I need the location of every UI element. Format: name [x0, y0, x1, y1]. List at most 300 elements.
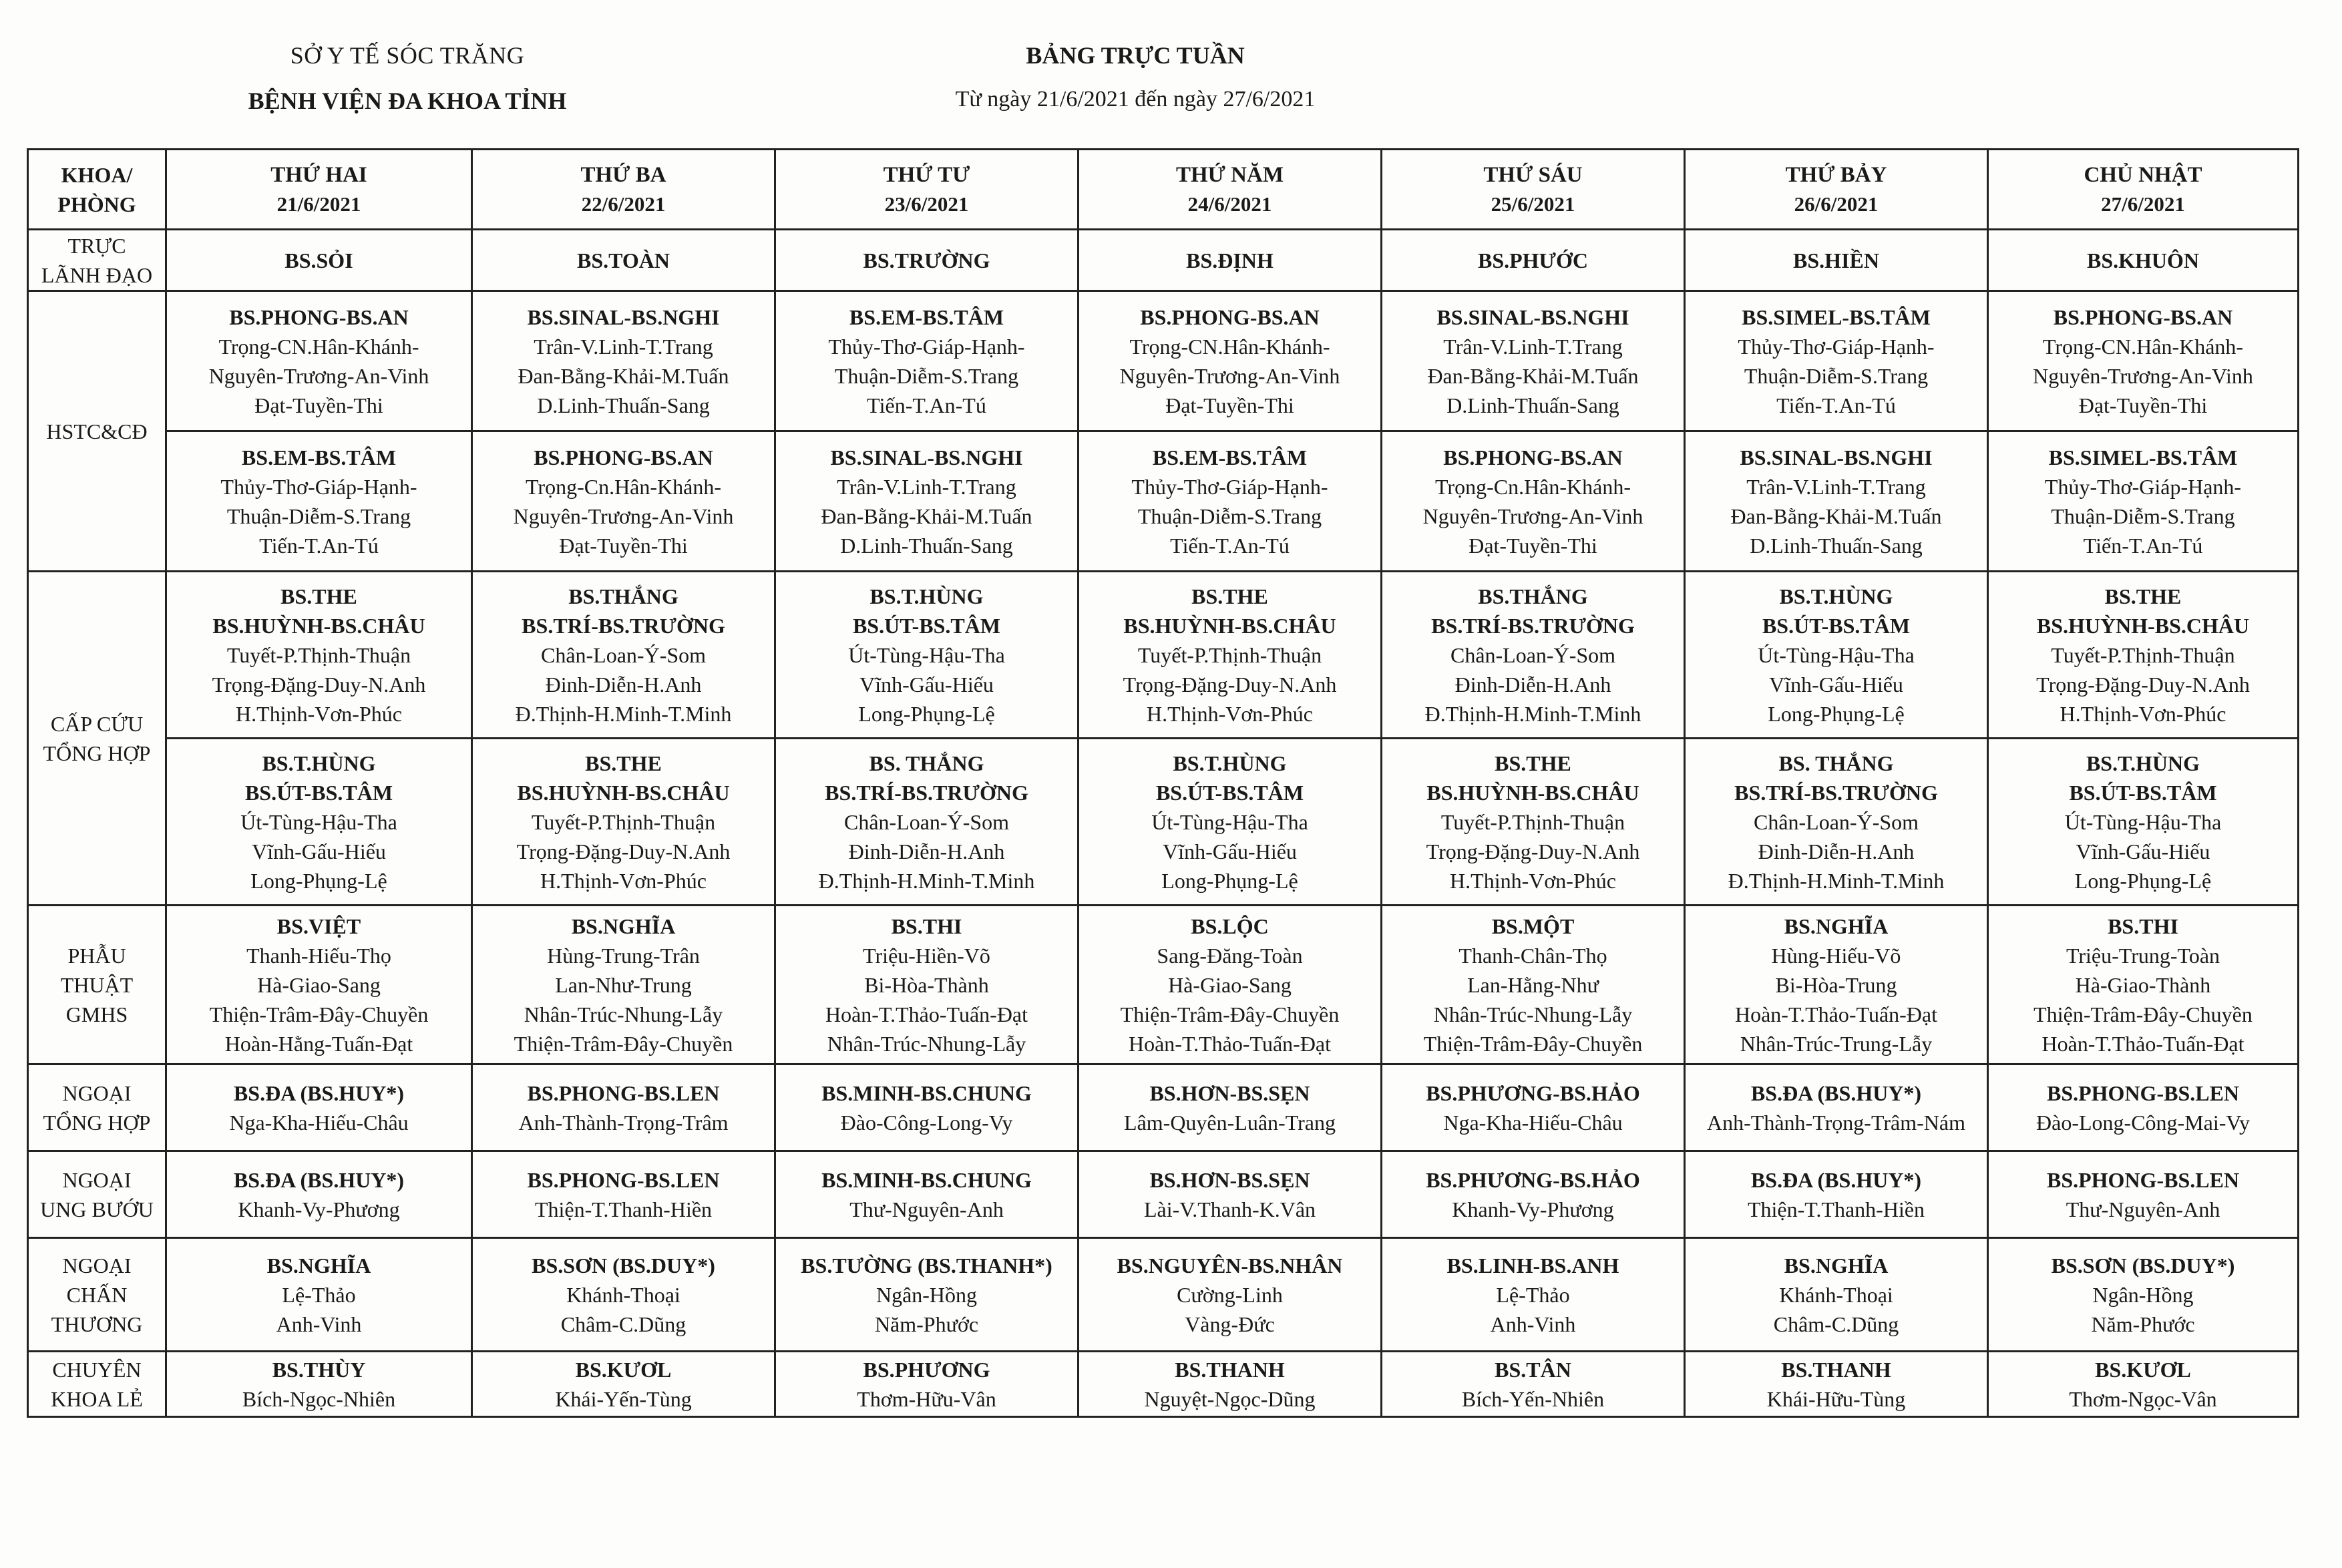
doctor-names: BS.THẮNG: [568, 584, 678, 608]
staff-names: Năm-Phước: [2091, 1312, 2195, 1336]
staff-names: Út-Tùng-Hậu-Tha: [848, 642, 1005, 667]
staff-names: D.Linh-Thuấn-Sang: [537, 393, 710, 417]
staff-names: Thuận-Diễm-S.Trang: [834, 363, 1019, 388]
department-label: [28, 572, 166, 906]
duty-cell: [775, 1151, 1079, 1238]
staff-names: Đ.Thịnh-H.Minh-T.Minh: [515, 701, 732, 726]
staff-names: Thiện-Trâm-Đây-Chuyền: [209, 1002, 429, 1026]
day-header: [472, 150, 775, 230]
doctor-names: BS.THI: [2108, 914, 2178, 938]
staff-names: Châm-C.Dũng: [560, 1312, 687, 1336]
duty-cell: [1382, 739, 1685, 906]
doctor-names: BS.T.HÙNG: [2086, 751, 2200, 775]
doctor-names: BS.T.HÙNG: [1779, 584, 1893, 608]
staff-names: Nguyệt-Ngọc-Dũng: [1144, 1386, 1316, 1411]
staff-names: Long-Phụng-Lệ: [250, 868, 387, 893]
duty-cell: [1079, 1352, 1382, 1417]
staff-names: Lệ-Thảo: [1496, 1282, 1570, 1307]
doctor-names: BS.KHUÔN: [2086, 248, 2200, 272]
staff-names: Thanh-Chân-Thọ: [1458, 943, 1607, 968]
department-label-line: GMHS: [65, 1002, 128, 1026]
staff-names: Hà-Giao-Sang: [257, 972, 381, 997]
staff-names: Sang-Đăng-Toàn: [1157, 943, 1303, 968]
date-range: Từ ngày 21/6/2021 đến ngày 27/6/2021: [955, 87, 1316, 112]
doctor-names: BS.PHƯƠNG-BS.HẢO: [1426, 1081, 1640, 1105]
staff-names: Triệu-Hiền-Võ: [863, 943, 990, 968]
doctor-names: BS.SƠN (BS.DUY*): [532, 1253, 715, 1278]
duty-cell: [166, 431, 472, 572]
doctor-names: BS.SINAL-BS.NGHI: [527, 305, 720, 329]
duty-cell: [1382, 1151, 1685, 1238]
duty-cell: [1079, 431, 1382, 572]
duty-cell: [166, 572, 472, 739]
staff-names: Khánh-Thoại: [1779, 1282, 1893, 1307]
department-label-line: TỔNG HỢP: [43, 741, 151, 765]
doctor-names: BS.MINH-BS.CHUNG: [821, 1167, 1032, 1192]
department-label-line: KHOA LẺ: [51, 1386, 143, 1411]
staff-names: Nhân-Trúc-Trung-Lẫy: [1740, 1031, 1933, 1056]
day-date: 23/6/2021: [884, 192, 969, 216]
staff-names: Thơm-Hữu-Vân: [857, 1386, 996, 1411]
staff-names: Nguyên-Trương-An-Vinh: [513, 504, 734, 528]
duty-cell: [1382, 1352, 1685, 1417]
doctor-names: BS.PHONG-BS.LEN: [527, 1081, 720, 1105]
doctor-names: BS.THÙY: [272, 1357, 366, 1382]
department-label-line: HSTC&CĐ: [46, 419, 148, 443]
staff-names: Thiện-Trâm-Đây-Chuyền: [1120, 1002, 1340, 1026]
doctor-names: BS.SINAL-BS.NGHI: [830, 445, 1023, 469]
staff-names: Đinh-Diễn-H.Anh: [1758, 839, 1915, 863]
staff-names: Đan-Bằng-Khải-M.Tuấn: [1730, 504, 1942, 528]
staff-names: Đinh-Diễn-H.Anh: [545, 672, 702, 697]
department-label: [28, 1352, 166, 1417]
duty-cell: [1988, 291, 2299, 431]
staff-names: Út-Tùng-Hậu-Tha: [2064, 809, 2222, 834]
doctor-names: BS.THANH: [1781, 1357, 1891, 1382]
department-label: [28, 291, 166, 572]
doctor-names: BS.ÚT-BS.TÂM: [244, 780, 393, 805]
staff-names: Nguyên-Trương-An-Vinh: [2033, 363, 2253, 388]
doctor-names: BS.SINAL-BS.NGHI: [1740, 445, 1933, 469]
staff-names: Đan-Bằng-Khải-M.Tuấn: [518, 363, 729, 388]
department-label: [28, 1064, 166, 1151]
staff-names: Thuận-Diễm-S.Trang: [1137, 504, 1322, 528]
staff-names: Long-Phụng-Lệ: [1161, 868, 1298, 893]
department-label-line: CHẤN: [66, 1282, 128, 1307]
staff-names: Đ.Thịnh-H.Minh-T.Minh: [818, 868, 1035, 893]
staff-names: Trọng-Đặng-Duy-N.Anh: [516, 839, 731, 863]
staff-names: Thư-Nguyên-Anh: [2066, 1197, 2220, 1221]
doctor-names: BS. THẮNG: [869, 751, 984, 775]
staff-names: Thủy-Thơ-Giáp-Hạnh-: [2044, 474, 2242, 499]
doctor-names: BS.EM-BS.TÂM: [241, 445, 397, 469]
day-date: 27/6/2021: [2101, 192, 2185, 216]
doctor-names: BS.PHƯỚC: [1477, 248, 1589, 272]
day-name: THỨ BA: [580, 162, 666, 187]
duty-cell: [1988, 431, 2299, 572]
staff-names: Châm-C.Dũng: [1773, 1312, 1899, 1336]
duty-cell: [1382, 572, 1685, 739]
duty-cell: [166, 1151, 472, 1238]
staff-names: Đ.Thịnh-H.Minh-T.Minh: [1424, 701, 1641, 726]
staff-names: Chân-Loan-Ý-Som: [1450, 642, 1616, 667]
doctor-names: BS.NGHĨA: [266, 1253, 371, 1278]
doctor-names: BS.EM-BS.TÂM: [849, 305, 1004, 329]
staff-names: Tiến-T.An-Tú: [2083, 533, 2203, 558]
staff-names: Vĩnh-Gấu-Hiếu: [252, 839, 386, 863]
staff-names: Tiến-T.An-Tú: [867, 393, 986, 417]
duty-cell: [1079, 739, 1382, 906]
staff-names: Đào-Công-Long-Vy: [840, 1110, 1013, 1135]
staff-names: Bích-Yến-Nhiên: [1461, 1386, 1605, 1411]
staff-names: Ngân-Hồng: [875, 1282, 978, 1307]
staff-names: Nga-Kha-Hiếu-Châu: [229, 1110, 409, 1135]
staff-names: Trọng-CN.Hân-Khánh-: [1129, 334, 1330, 359]
staff-names: Trọng-Đặng-Duy-N.Anh: [212, 672, 426, 697]
staff-names: Nhân-Trúc-Nhung-Lẫy: [827, 1031, 1026, 1056]
doctor-names: BS.THE: [2104, 584, 2182, 608]
duty-cell: [166, 230, 472, 291]
doctor-names: BS.ÚT-BS.TÂM: [2069, 780, 2217, 805]
staff-names: D.Linh-Thuấn-Sang: [840, 533, 1013, 558]
doctor-names: BS.TƯỜNG (BS.THANH*): [801, 1253, 1052, 1278]
doctor-names: BS.THE: [1495, 751, 1571, 775]
doctor-names: BS.ÚT-BS.TÂM: [1155, 780, 1304, 805]
staff-names: Đạt-Tuyền-Thi: [1165, 393, 1294, 417]
staff-names: Tuyết-P.Thịnh-Thuận: [2051, 642, 2235, 667]
staff-names: Bi-Hòa-Thành: [864, 972, 989, 997]
staff-names: Đạt-Tuyền-Thi: [254, 393, 383, 417]
doctor-names: BS.KƯƠL: [575, 1357, 672, 1382]
staff-names: Thiện-Trâm-Đây-Chuyền: [1423, 1031, 1643, 1056]
department-label-line: THUẬT: [60, 972, 134, 997]
duty-cell: [472, 1352, 775, 1417]
department-label-line: NGOẠI: [62, 1167, 132, 1192]
staff-names: Trọng-Đặng-Duy-N.Anh: [1123, 672, 1337, 697]
doctor-names: BS.HUỲNH-BS.CHÂU: [517, 780, 730, 805]
roster-row: [28, 291, 2299, 431]
staff-names: Bi-Hòa-Trung: [1775, 972, 1897, 997]
duty-roster-table: [27, 148, 2299, 1418]
staff-names: Tuyết-P.Thịnh-Thuận: [531, 809, 716, 834]
doctor-names: BS. THẮNG: [1778, 751, 1894, 775]
day-date: 25/6/2021: [1491, 192, 1575, 216]
staff-names: Đạt-Tuyền-Thi: [559, 533, 688, 558]
day-header: [1685, 150, 1988, 230]
doctor-names: BS.TRÍ-BS.TRƯỜNG: [1734, 780, 1938, 805]
day-name: CHỦ NHẬT: [2084, 162, 2202, 187]
staff-names: Hùng-Trung-Trân: [547, 943, 700, 968]
duty-cell: [1988, 1151, 2299, 1238]
staff-names: Đào-Long-Công-Mai-Vy: [2036, 1110, 2250, 1135]
staff-names: Hoàn-T.Thảo-Tuấn-Đạt: [2041, 1031, 2245, 1056]
doctor-names: BS.TÂN: [1495, 1357, 1571, 1382]
department-label-line: TỔNG HỢP: [43, 1110, 151, 1135]
doctor-names: BS.ĐA (BS.HUY*): [1750, 1081, 1922, 1105]
staff-names: Ngân-Hồng: [2092, 1282, 2194, 1307]
staff-names: Vĩnh-Gấu-Hiếu: [1163, 839, 1297, 863]
duty-cell: [1382, 1238, 1685, 1352]
staff-names: Trọng-Đặng-Duy-N.Anh: [2036, 672, 2250, 697]
staff-names: Thiện-Trâm-Đây-Chuyền: [514, 1031, 733, 1056]
staff-names: Vàng-Đức: [1185, 1312, 1275, 1336]
staff-names: Trân-V.Linh-T.Trang: [837, 474, 1016, 499]
duty-cell: [775, 1352, 1079, 1417]
staff-names: Trân-V.Linh-T.Trang: [1443, 334, 1623, 359]
duty-cell: [1685, 291, 1988, 431]
doctor-names: BS.TRÍ-BS.TRƯỜNG: [825, 780, 1028, 805]
staff-names: Hoàn-T.Thảo-Tuấn-Đạt: [1128, 1031, 1332, 1056]
doctor-names: BS.SỎI: [284, 248, 353, 272]
staff-names: Long-Phụng-Lệ: [2074, 868, 2212, 893]
org-line-2: BỆNH VIỆN ĐA KHOA TỈNH: [248, 87, 567, 114]
staff-names: Thiện-T.Thanh-Hiền: [1747, 1197, 1925, 1221]
staff-names: Út-Tùng-Hậu-Tha: [1758, 642, 1915, 667]
department-label: [28, 1151, 166, 1238]
doctor-names: BS.THE: [1191, 584, 1268, 608]
staff-names: Khánh-Thoại: [566, 1282, 680, 1307]
staff-names: Vĩnh-Gấu-Hiếu: [2076, 839, 2210, 863]
doctor-names: BS.TRÍ-BS.TRƯỜNG: [522, 613, 725, 638]
staff-names: H.Thịnh-Vơn-Phúc: [1147, 701, 1313, 726]
staff-names: Vĩnh-Gấu-Hiếu: [859, 672, 994, 697]
duty-cell: [1079, 1064, 1382, 1151]
staff-names: Chân-Loan-Ý-Som: [843, 809, 1010, 834]
duty-cell: [1988, 739, 2299, 906]
duty-cell: [166, 1238, 472, 1352]
doctor-names: BS.PHONG-BS.AN: [534, 445, 713, 469]
doctor-names: BS.MỘT: [1491, 914, 1575, 938]
doctor-names: BS.SIMEL-BS.TÂM: [1742, 305, 1931, 329]
doctor-names: BS.THẮNG: [1478, 584, 1588, 608]
staff-names: Hoàn-T.Thảo-Tuấn-Đạt: [1734, 1002, 1938, 1026]
staff-names: Tuyết-P.Thịnh-Thuận: [1440, 809, 1625, 834]
doctor-names: BS.HUỲNH-BS.CHÂU: [2036, 613, 2250, 638]
roster-row: [28, 906, 2299, 1064]
doctor-names: BS.PHƯƠNG: [863, 1357, 990, 1382]
doctor-names: BS.SIMEL-BS.TÂM: [2048, 445, 2238, 469]
day-header: [1382, 150, 1685, 230]
document-header: [801, 41, 1469, 112]
staff-names: Hà-Giao-Sang: [1168, 972, 1292, 997]
doctor-names: BS.PHONG-BS.AN: [229, 305, 409, 329]
day-header: [1988, 150, 2299, 230]
doctor-names: BS.TRƯỜNG: [863, 248, 990, 272]
staff-names: Trọng-CN.Hân-Khánh-: [218, 334, 419, 359]
doctor-names: BS.PHONG-BS.LEN: [527, 1167, 720, 1192]
duty-cell: [1382, 291, 1685, 431]
staff-names: Khanh-Vy-Phương: [238, 1197, 400, 1221]
roster-row: [28, 739, 2299, 906]
staff-names: Út-Tùng-Hậu-Tha: [240, 809, 397, 834]
duty-cell: [775, 230, 1079, 291]
staff-names: Thủy-Thơ-Giáp-Hạnh-: [828, 334, 1025, 359]
staff-names: Đan-Bằng-Khải-M.Tuấn: [1427, 363, 1639, 388]
doctor-names: BS.PHONG-BS.LEN: [2046, 1167, 2240, 1192]
doctor-names: BS.NGUYÊN-BS.NHÂN: [1117, 1253, 1343, 1278]
duty-cell: [472, 1064, 775, 1151]
doctor-names: BS.T.HÙNG: [262, 751, 376, 775]
staff-names: Đan-Bằng-Khải-M.Tuấn: [821, 504, 1032, 528]
duty-cell: [1382, 230, 1685, 291]
corner-label-line: KHOA/: [61, 162, 133, 187]
staff-names: H.Thịnh-Vơn-Phúc: [236, 701, 402, 726]
staff-names: H.Thịnh-Vơn-Phúc: [1450, 868, 1616, 893]
staff-names: Nguyên-Trương-An-Vinh: [1422, 504, 1643, 528]
doctor-names: BS.HƠN-BS.SẸN: [1149, 1081, 1310, 1105]
staff-names: Thuận-Diễm-S.Trang: [2051, 504, 2235, 528]
duty-cell: [1685, 739, 1988, 906]
department-label-line: CẤP CỨU: [50, 711, 144, 736]
staff-names: Vĩnh-Gấu-Hiếu: [1769, 672, 1903, 697]
day-date: 24/6/2021: [1187, 192, 1272, 216]
doctor-names: BS.HUỲNH-BS.CHÂU: [1426, 780, 1639, 805]
staff-names: Cường-Linh: [1177, 1282, 1283, 1307]
duty-cell: [1685, 906, 1988, 1064]
department-label-line: NGOẠI: [62, 1081, 132, 1105]
staff-names: Thủy-Thơ-Giáp-Hạnh-: [220, 474, 417, 499]
staff-names: Hoàn-T.Thảo-Tuấn-Đạt: [825, 1002, 1028, 1026]
staff-names: Nguyên-Trương-An-Vinh: [1119, 363, 1340, 388]
document-title: BẢNG TRỰC TUẦN: [1026, 42, 1245, 69]
duty-cell: [1382, 906, 1685, 1064]
staff-names: Thuận-Diễm-S.Trang: [226, 504, 411, 528]
department-label-line: PHẪU: [67, 943, 126, 968]
staff-names: Thiện-T.Thanh-Hiền: [534, 1197, 713, 1221]
staff-names: Chân-Loan-Ý-Som: [1753, 809, 1919, 834]
staff-names: Lan-Như-Trung: [555, 972, 692, 997]
staff-names: Hà-Giao-Thành: [2075, 972, 2211, 997]
staff-names: Thủy-Thơ-Giáp-Hạnh-: [1131, 474, 1328, 499]
doctor-names: BS.THE: [280, 584, 357, 608]
staff-names: Tiến-T.An-Tú: [259, 533, 379, 558]
staff-names: Đinh-Diễn-H.Anh: [848, 839, 1005, 863]
staff-names: Trân-V.Linh-T.Trang: [534, 334, 713, 359]
staff-names: Anh-Thành-Trọng-Trâm: [518, 1110, 729, 1135]
doctor-names: BS.T.HÙNG: [1173, 751, 1287, 775]
corner-label-line: PHÒNG: [57, 192, 136, 216]
doctor-names: BS.ĐA (BS.HUY*): [233, 1081, 405, 1105]
staff-names: H.Thịnh-Vơn-Phúc: [2060, 701, 2226, 726]
staff-names: Thơm-Ngọc-Vân: [2069, 1386, 2217, 1411]
duty-cell: [775, 1064, 1079, 1151]
doctor-names: BS.SƠN (BS.DUY*): [2051, 1253, 2235, 1278]
staff-names: Anh-Thành-Trọng-Trâm-Nám: [1707, 1110, 1965, 1135]
duty-cell: [1988, 1352, 2299, 1417]
staff-names: Lâm-Quyên-Luân-Trang: [1124, 1110, 1336, 1135]
roster-row: [28, 572, 2299, 739]
staff-names: Tuyết-P.Thịnh-Thuận: [226, 642, 411, 667]
day-name: THỨ BẢY: [1785, 162, 1887, 187]
duty-cell: [1685, 230, 1988, 291]
staff-names: Thư-Nguyên-Anh: [849, 1197, 1004, 1221]
department-label-line: NGOẠI: [62, 1253, 132, 1278]
staff-names: Lài-V.Thanh-K.Vân: [1143, 1197, 1316, 1221]
duty-cell: [472, 291, 775, 431]
duty-cell: [1685, 431, 1988, 572]
doctor-names: BS.THE: [585, 751, 662, 775]
day-date: 26/6/2021: [1794, 192, 1879, 216]
duty-cell: [166, 1064, 472, 1151]
doctor-names: BS.ĐA (BS.HUY*): [1750, 1167, 1922, 1192]
duty-cell: [1685, 1352, 1988, 1417]
duty-cell: [166, 906, 472, 1064]
duty-cell: [1685, 1151, 1988, 1238]
doctor-names: BS.ÚT-BS.TÂM: [852, 613, 1001, 638]
duty-cell: [775, 1238, 1079, 1352]
staff-names: Nhân-Trúc-Nhung-Lẫy: [1433, 1002, 1633, 1026]
staff-names: Nguyên-Trương-An-Vinh: [208, 363, 429, 388]
department-label: [28, 230, 166, 291]
staff-names: Chân-Loan-Ý-Som: [540, 642, 707, 667]
duty-cell: [472, 572, 775, 739]
staff-names: Khái-Hữu-Tùng: [1766, 1386, 1906, 1411]
duty-cell: [1382, 1064, 1685, 1151]
department-label-line: TRỰC: [67, 233, 126, 258]
doctor-names: BS.T.HÙNG: [869, 584, 984, 608]
staff-names: Bích-Ngọc-Nhiên: [242, 1386, 396, 1411]
staff-names: Trân-V.Linh-T.Trang: [1746, 474, 1926, 499]
doctor-names: BS.HƠN-BS.SẸN: [1149, 1167, 1310, 1192]
staff-names: Anh-Vinh: [276, 1312, 362, 1336]
duty-cell: [1988, 906, 2299, 1064]
staff-names: Anh-Vinh: [1490, 1312, 1576, 1336]
staff-names: Long-Phụng-Lệ: [858, 701, 995, 726]
staff-names: Khanh-Vy-Phương: [1452, 1197, 1614, 1221]
doctor-names: BS.PHONG-BS.AN: [1140, 305, 1320, 329]
duty-cell: [1079, 291, 1382, 431]
doctor-names: BS.LINH-BS.ANH: [1446, 1253, 1619, 1278]
org-header: [187, 41, 628, 115]
staff-names: Thuận-Diễm-S.Trang: [1744, 363, 1929, 388]
staff-names: Thiện-Trâm-Đây-Chuyền: [2033, 1002, 2253, 1026]
roster-row: [28, 1238, 2299, 1352]
duty-cell: [775, 906, 1079, 1064]
doctor-names: BS.PHONG-BS.AN: [2053, 305, 2233, 329]
staff-names: Thủy-Thơ-Giáp-Hạnh-: [1738, 334, 1935, 359]
doctor-names: BS.VIỆT: [276, 914, 361, 938]
day-header: [166, 150, 472, 230]
staff-names: Tuyết-P.Thịnh-Thuận: [1137, 642, 1322, 667]
department-label: [28, 906, 166, 1064]
department-label: [28, 1238, 166, 1352]
staff-names: D.Linh-Thuấn-Sang: [1446, 393, 1619, 417]
roster-row: [28, 230, 2299, 291]
duty-cell: [1988, 572, 2299, 739]
roster-row: [28, 1151, 2299, 1238]
doctor-names: BS.PHONG-BS.AN: [1443, 445, 1623, 469]
doctor-names: BS.MINH-BS.CHUNG: [821, 1081, 1032, 1105]
department-label-line: LÃNH ĐẠO: [41, 262, 153, 287]
staff-names: Trọng-CN.Hân-Khánh-: [2042, 334, 2244, 359]
day-date: 21/6/2021: [276, 192, 361, 216]
department-label-line: CHUYÊN: [52, 1357, 142, 1382]
day-name: THỨ HAI: [270, 162, 367, 187]
duty-cell: [472, 230, 775, 291]
day-header: [775, 150, 1079, 230]
staff-names: H.Thịnh-Vơn-Phúc: [540, 868, 707, 893]
day-name: THỨ TƯ: [883, 162, 970, 187]
duty-cell: [1079, 906, 1382, 1064]
staff-names: Trọng-Cn.Hân-Khánh-: [525, 474, 721, 499]
staff-names: Trọng-Cn.Hân-Khánh-: [1434, 474, 1631, 499]
doctor-names: BS.NGHĨA: [571, 914, 676, 938]
duty-cell: [775, 572, 1079, 739]
duty-cell: [1685, 1238, 1988, 1352]
duty-cell: [1079, 230, 1382, 291]
duty-cell: [1685, 1064, 1988, 1151]
staff-names: Khái-Yến-Tùng: [555, 1386, 692, 1411]
